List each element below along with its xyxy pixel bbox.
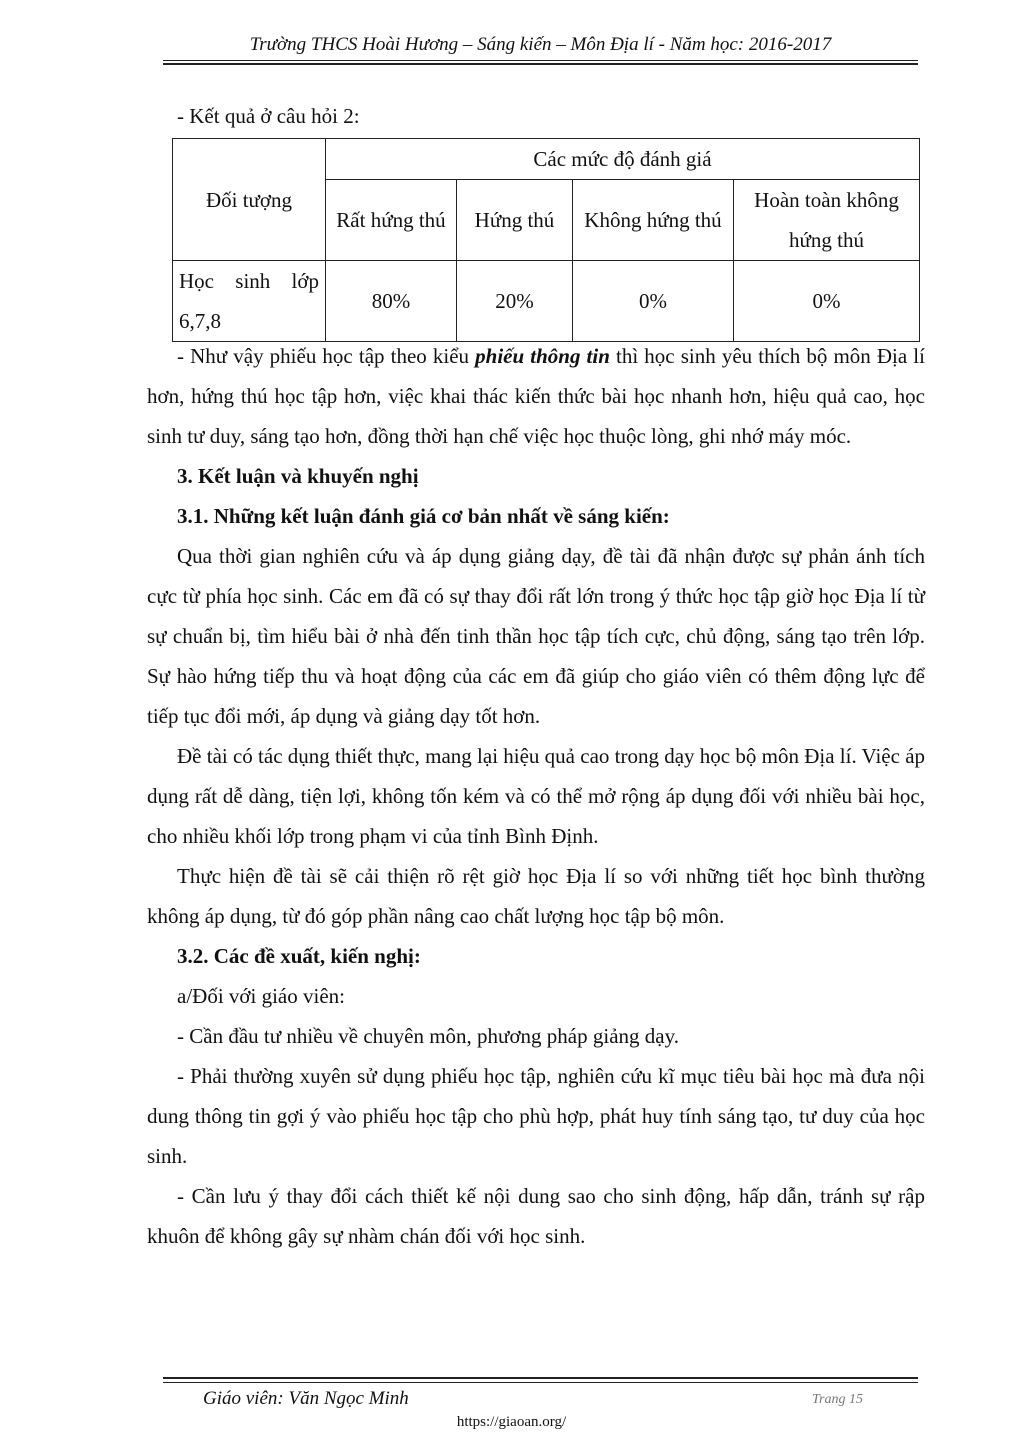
subsection-title: 3.1. Những kết luận đánh giá cơ bản nhất về sáng kiến: bbox=[177, 504, 670, 528]
body-text bbox=[147, 336, 925, 1256]
list-item: - Cần đầu tư nhiều về chuyên môn, phương pháp giảng dạy. bbox=[177, 1024, 679, 1048]
conclusion-text-start: - Như vậy phiếu học tập theo kiểu bbox=[177, 344, 476, 368]
paragraph: Thực hiện đề tài sẽ cải thiện rõ rệt giờ học Địa lí so với những tiết học bình thường không áp dụng, từ đó góp phần nâng cao chất lượng học tập bộ môn. bbox=[147, 864, 925, 928]
list-item: - Cần lưu ý thay đổi cách thiết kế nội dung sao cho sinh động, hấp dẫn, tránh sự rập khuôn để không gây sự nhàm chán đối với học sinh. bbox=[147, 1184, 925, 1248]
footer-rule-thick bbox=[163, 1377, 918, 1379]
footer-teacher bbox=[203, 1388, 409, 1410]
footer-rule-thin bbox=[163, 1382, 918, 1383]
header-rule-thick bbox=[163, 63, 918, 65]
page-number: Trang 15 bbox=[812, 1392, 863, 1407]
intro-block bbox=[147, 96, 925, 136]
level-header: Rất hứng thú bbox=[326, 180, 457, 261]
list-heading: a/Đối với giáo viên: bbox=[177, 984, 345, 1008]
evaluation-table bbox=[172, 138, 920, 342]
value-cell: 0% bbox=[734, 261, 920, 342]
teacher-label: Giáo viên bbox=[203, 1388, 278, 1409]
level-header: Không hứng thú bbox=[573, 180, 734, 261]
value-cell: 0% bbox=[573, 261, 734, 342]
level-header: Hứng thú bbox=[457, 180, 573, 261]
paragraph: Qua thời gian nghiên cứu và áp dụng giảng dạy, đề tài đã nhận được sự phản ánh tích cực từ phía học sinh. Các em đã có sự thay đổi rất lớn trong ý thức học tập giờ học Địa lí từ sự chuẩn bị, tìm hiểu bài ở nhà đến tinh thần học tập tích cực, chủ động, sáng tạo trên lớp. Sự hào hứng tiếp thu và hoạt động của các em đã giúp cho giáo viên có thêm động lực để tiếp tục đổi mới, áp dụng và giảng dạy tốt hơn. bbox=[147, 544, 925, 728]
value-cell: 80% bbox=[326, 261, 457, 342]
conclusion-emphasis: phiếu thông tin bbox=[475, 344, 610, 368]
paragraph: Đề tài có tác dụng thiết thực, mang lại hiệu quả cao trong dạy học bộ môn Địa lí. Việc áp dụng rất dễ dàng, tiện lợi, không tốn kém và có thể mở rộng áp dụng đối với nhiều bài học, cho nhiều khối lớp trong phạm vi của tỉnh Bình Định. bbox=[147, 744, 926, 848]
conclusion-paragraph bbox=[147, 336, 925, 456]
header-rule-thin bbox=[163, 60, 918, 61]
levels-group-header: Các mức độ đánh giá bbox=[326, 139, 920, 180]
conclusion-text-end: thì học sinh yêu thích bộ môn Địa lí hơn, hứng thú học tập hơn, việc khai thác kiến thức bài học nhanh hơn, hiệu quả cao, học sinh tư duy, sáng tạo hơn, đồng thời hạn chế việc học thuộc lòng, ghi nhớ máy móc. bbox=[147, 344, 925, 448]
intro-line: - Kết quả ở câu hỏi 2: bbox=[177, 104, 360, 128]
level-header: Hoàn toàn không hứng thú bbox=[734, 180, 920, 261]
list-item: - Phải thường xuyên sử dụng phiếu học tập, nghiên cứu kĩ mục tiêu bài học mà đưa nội dung thông tin gợi ý vào phiếu học tập cho phù hợp, phát huy tính sáng tạo, tư duy của học sinh. bbox=[147, 1064, 925, 1168]
page-header: Trường THCS Hoài Hương – Sáng kiến – Môn Địa lí - Năm học: 2016-2017 bbox=[249, 34, 832, 55]
subsection-title: 3.2. Các đề xuất, kiến nghị: bbox=[177, 944, 421, 968]
subject-header: Đối tượng bbox=[173, 139, 326, 261]
value-cell: 20% bbox=[457, 261, 573, 342]
footer-url: https://giaoan.org/ bbox=[456, 1414, 567, 1430]
teacher-separator: : bbox=[277, 1388, 289, 1409]
teacher-name: Văn Ngọc Minh bbox=[288, 1388, 409, 1409]
row-label: Học sinh lớp 6,7,8 bbox=[173, 261, 326, 342]
section-title: 3. Kết luận và khuyến nghị bbox=[177, 464, 419, 488]
